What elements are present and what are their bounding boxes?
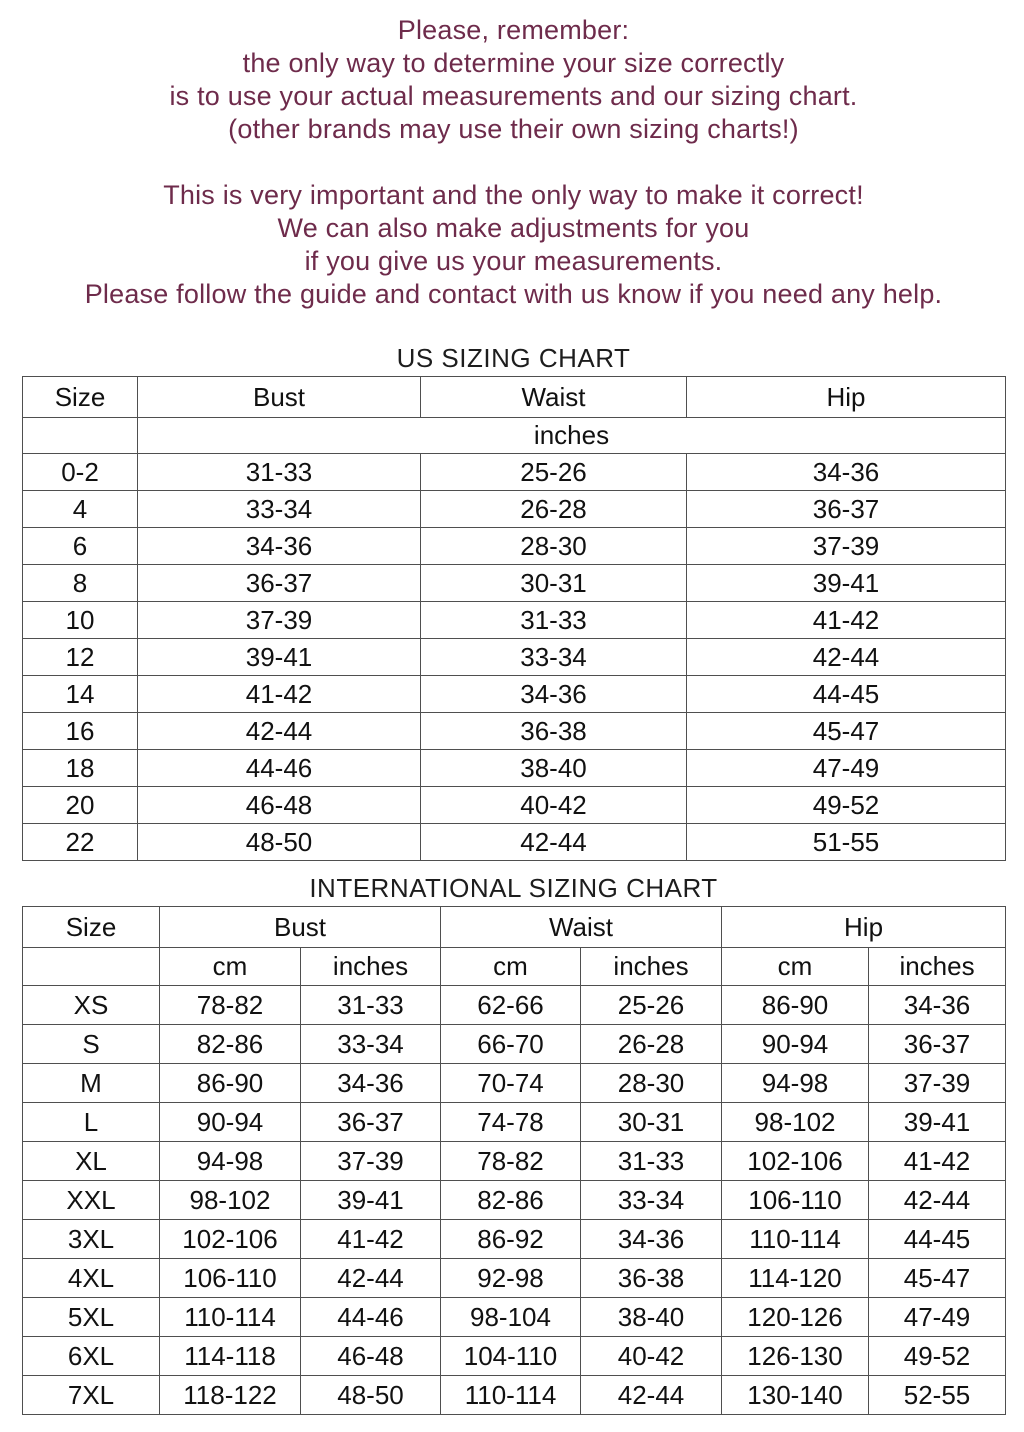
table-row (23, 528, 1006, 565)
table-row (23, 713, 1006, 750)
measurement-cell: 25-26 (581, 986, 722, 1025)
intro-line: Please, remember: (397, 15, 630, 45)
intro-paragraph-1 (22, 14, 1005, 146)
measurement-cell: 98-102 (722, 1103, 869, 1142)
table-row (23, 1142, 1006, 1181)
table-row (23, 824, 1006, 861)
measurement-cell: 48-50 (138, 824, 421, 861)
size-cell: 16 (23, 713, 138, 750)
measurement-cell: 42-44 (301, 1259, 441, 1298)
intro-line: the only way to determine your size correctly (242, 48, 785, 78)
intl-unit-row (23, 948, 1006, 986)
measurement-cell: 110-114 (160, 1298, 301, 1337)
intro-line: Please follow the guide and contact with us know if you need any help. (84, 279, 943, 309)
measurement-cell: 42-44 (869, 1181, 1006, 1220)
us-unit-label: inches (138, 418, 1006, 454)
measurement-cell: 118-122 (160, 1376, 301, 1415)
measurement-cell: 41-42 (138, 676, 421, 713)
measurement-cell: 34-36 (421, 676, 687, 713)
us-chart-title: US SIZING CHART (396, 343, 631, 373)
measurement-cell: 49-52 (687, 787, 1006, 824)
measurement-cell: 42-44 (687, 639, 1006, 676)
table-row (23, 639, 1006, 676)
measurement-cell: 28-30 (421, 528, 687, 565)
size-cell: 0-2 (23, 454, 138, 491)
measurement-cell: 30-31 (421, 565, 687, 602)
measurement-cell: 98-104 (441, 1298, 581, 1337)
us-col-header-waist: Waist (421, 377, 687, 418)
measurement-cell: 33-34 (301, 1025, 441, 1064)
empty-cell (23, 418, 138, 454)
measurement-cell: 90-94 (722, 1025, 869, 1064)
table-row (23, 491, 1006, 528)
measurement-cell: 106-110 (160, 1259, 301, 1298)
us-table-body (23, 454, 1006, 861)
size-cell: 14 (23, 676, 138, 713)
intl-unit-bust-cm: cm (160, 948, 301, 986)
intl-unit-bust-inches: inches (301, 948, 441, 986)
size-cell: 6XL (23, 1337, 160, 1376)
measurement-cell: 51-55 (687, 824, 1006, 861)
measurement-cell: 126-130 (722, 1337, 869, 1376)
measurement-cell: 37-39 (869, 1064, 1006, 1103)
measurement-cell: 47-49 (869, 1298, 1006, 1337)
measurement-cell: 110-114 (722, 1220, 869, 1259)
table-row (23, 986, 1006, 1025)
measurement-cell: 40-42 (421, 787, 687, 824)
size-cell: 18 (23, 750, 138, 787)
us-col-header-hip: Hip (687, 377, 1006, 418)
measurement-cell: 106-110 (722, 1181, 869, 1220)
table-row (23, 787, 1006, 824)
measurement-cell: 48-50 (301, 1376, 441, 1415)
size-cell: XXL (23, 1181, 160, 1220)
size-cell: XS (23, 986, 160, 1025)
sizing-guide-page (22, 0, 1005, 1415)
measurement-cell: 39-41 (687, 565, 1006, 602)
intl-col-header-bust: Bust (160, 907, 441, 948)
measurement-cell: 39-41 (138, 639, 421, 676)
measurement-cell: 44-45 (869, 1220, 1006, 1259)
measurement-cell: 44-45 (687, 676, 1006, 713)
measurement-cell: 33-34 (138, 491, 421, 528)
table-row (23, 1337, 1006, 1376)
measurement-cell: 38-40 (421, 750, 687, 787)
measurement-cell: 26-28 (581, 1025, 722, 1064)
measurement-cell: 34-36 (581, 1220, 722, 1259)
measurement-cell: 44-46 (138, 750, 421, 787)
intro-line: is to use your actual measurements and our sizing chart. (169, 81, 858, 111)
measurement-cell: 37-39 (687, 528, 1006, 565)
measurement-cell: 130-140 (722, 1376, 869, 1415)
intro-text (22, 0, 1005, 311)
table-row (23, 1259, 1006, 1298)
table-row (23, 1376, 1006, 1415)
size-cell: 3XL (23, 1220, 160, 1259)
measurement-cell: 34-36 (301, 1064, 441, 1103)
size-cell: 4 (23, 491, 138, 528)
measurement-cell: 102-106 (160, 1220, 301, 1259)
measurement-cell: 28-30 (581, 1064, 722, 1103)
measurement-cell: 102-106 (722, 1142, 869, 1181)
intl-unit-hip-cm: cm (722, 948, 869, 986)
table-row (23, 602, 1006, 639)
us-header-row (23, 377, 1006, 418)
table-row (23, 1220, 1006, 1259)
size-cell: 22 (23, 824, 138, 861)
intl-table-body (23, 986, 1006, 1415)
size-cell: 12 (23, 639, 138, 676)
measurement-cell: 39-41 (301, 1181, 441, 1220)
intro-line: We can also make adjustments for you (277, 213, 750, 243)
intl-unit-waist-cm: cm (441, 948, 581, 986)
size-cell: L (23, 1103, 160, 1142)
measurement-cell: 36-37 (687, 491, 1006, 528)
measurement-cell: 94-98 (160, 1142, 301, 1181)
measurement-cell: 114-118 (160, 1337, 301, 1376)
measurement-cell: 42-44 (138, 713, 421, 750)
measurement-cell: 82-86 (160, 1025, 301, 1064)
size-cell: M (23, 1064, 160, 1103)
measurement-cell: 34-36 (869, 986, 1006, 1025)
measurement-cell: 34-36 (138, 528, 421, 565)
measurement-cell: 31-33 (581, 1142, 722, 1181)
measurement-cell: 36-37 (301, 1103, 441, 1142)
measurement-cell: 45-47 (869, 1259, 1006, 1298)
table-row (23, 565, 1006, 602)
measurement-cell: 86-92 (441, 1220, 581, 1259)
intl-unit-waist-inches: inches (581, 948, 722, 986)
table-row (23, 1025, 1006, 1064)
measurement-cell: 110-114 (441, 1376, 581, 1415)
size-cell: 8 (23, 565, 138, 602)
table-row (23, 1298, 1006, 1337)
intl-col-header-waist: Waist (441, 907, 722, 948)
measurement-cell: 78-82 (441, 1142, 581, 1181)
empty-cell (23, 948, 160, 986)
intl-col-header-hip: Hip (722, 907, 1006, 948)
measurement-cell: 38-40 (581, 1298, 722, 1337)
table-row (23, 676, 1006, 713)
intro-line: This is very important and the only way to make it correct! (163, 180, 864, 210)
measurement-cell: 70-74 (441, 1064, 581, 1103)
measurement-cell: 114-120 (722, 1259, 869, 1298)
measurement-cell: 98-102 (160, 1181, 301, 1220)
table-row (23, 1064, 1006, 1103)
measurement-cell: 41-42 (869, 1142, 1006, 1181)
table-row (23, 1181, 1006, 1220)
measurement-cell: 30-31 (581, 1103, 722, 1142)
table-row (23, 750, 1006, 787)
measurement-cell: 25-26 (421, 454, 687, 491)
measurement-cell: 39-41 (869, 1103, 1006, 1142)
measurement-cell: 94-98 (722, 1064, 869, 1103)
measurement-cell: 52-55 (869, 1376, 1006, 1415)
measurement-cell: 74-78 (441, 1103, 581, 1142)
size-cell: S (23, 1025, 160, 1064)
intro-line: (other brands may use their own sizing charts!) (228, 114, 799, 144)
measurement-cell: 49-52 (869, 1337, 1006, 1376)
measurement-cell: 33-34 (421, 639, 687, 676)
size-cell: 5XL (23, 1298, 160, 1337)
measurement-cell: 90-94 (160, 1103, 301, 1142)
measurement-cell: 104-110 (441, 1337, 581, 1376)
us-col-header-size: Size (23, 377, 138, 418)
measurement-cell: 42-44 (421, 824, 687, 861)
measurement-cell: 42-44 (581, 1376, 722, 1415)
size-cell: 4XL (23, 1259, 160, 1298)
size-cell: 7XL (23, 1376, 160, 1415)
measurement-cell: 37-39 (301, 1142, 441, 1181)
size-cell: XL (23, 1142, 160, 1181)
intl-unit-hip-inches: inches (869, 948, 1006, 986)
measurement-cell: 31-33 (138, 454, 421, 491)
measurement-cell: 66-70 (441, 1025, 581, 1064)
us-sizing-table (22, 376, 1006, 861)
measurement-cell: 86-90 (160, 1064, 301, 1103)
measurement-cell: 46-48 (138, 787, 421, 824)
measurement-cell: 36-37 (869, 1025, 1006, 1064)
us-col-header-bust: Bust (138, 377, 421, 418)
measurement-cell: 26-28 (421, 491, 687, 528)
measurement-cell: 92-98 (441, 1259, 581, 1298)
measurement-cell: 41-42 (687, 602, 1006, 639)
measurement-cell: 33-34 (581, 1181, 722, 1220)
intro-paragraph-2 (22, 179, 1005, 311)
measurement-cell: 36-38 (421, 713, 687, 750)
measurement-cell: 86-90 (722, 986, 869, 1025)
measurement-cell: 46-48 (301, 1337, 441, 1376)
size-cell: 6 (23, 528, 138, 565)
measurement-cell: 40-42 (581, 1337, 722, 1376)
table-row (23, 454, 1006, 491)
measurement-cell: 37-39 (138, 602, 421, 639)
measurement-cell: 34-36 (687, 454, 1006, 491)
measurement-cell: 47-49 (687, 750, 1006, 787)
measurement-cell: 41-42 (301, 1220, 441, 1259)
size-cell: 10 (23, 602, 138, 639)
measurement-cell: 82-86 (441, 1181, 581, 1220)
measurement-cell: 31-33 (301, 986, 441, 1025)
table-row (23, 1103, 1006, 1142)
measurement-cell: 45-47 (687, 713, 1006, 750)
intl-sizing-table (22, 906, 1006, 1415)
intl-header-row (23, 907, 1006, 948)
intl-col-header-size: Size (23, 907, 160, 948)
measurement-cell: 44-46 (301, 1298, 441, 1337)
measurement-cell: 120-126 (722, 1298, 869, 1337)
measurement-cell: 36-38 (581, 1259, 722, 1298)
intl-chart-title: INTERNATIONAL SIZING CHART (309, 873, 718, 903)
measurement-cell: 31-33 (421, 602, 687, 639)
us-unit-row (23, 418, 1006, 454)
size-cell: 20 (23, 787, 138, 824)
intro-line: if you give us your measurements. (304, 246, 723, 276)
measurement-cell: 62-66 (441, 986, 581, 1025)
measurement-cell: 78-82 (160, 986, 301, 1025)
measurement-cell: 36-37 (138, 565, 421, 602)
